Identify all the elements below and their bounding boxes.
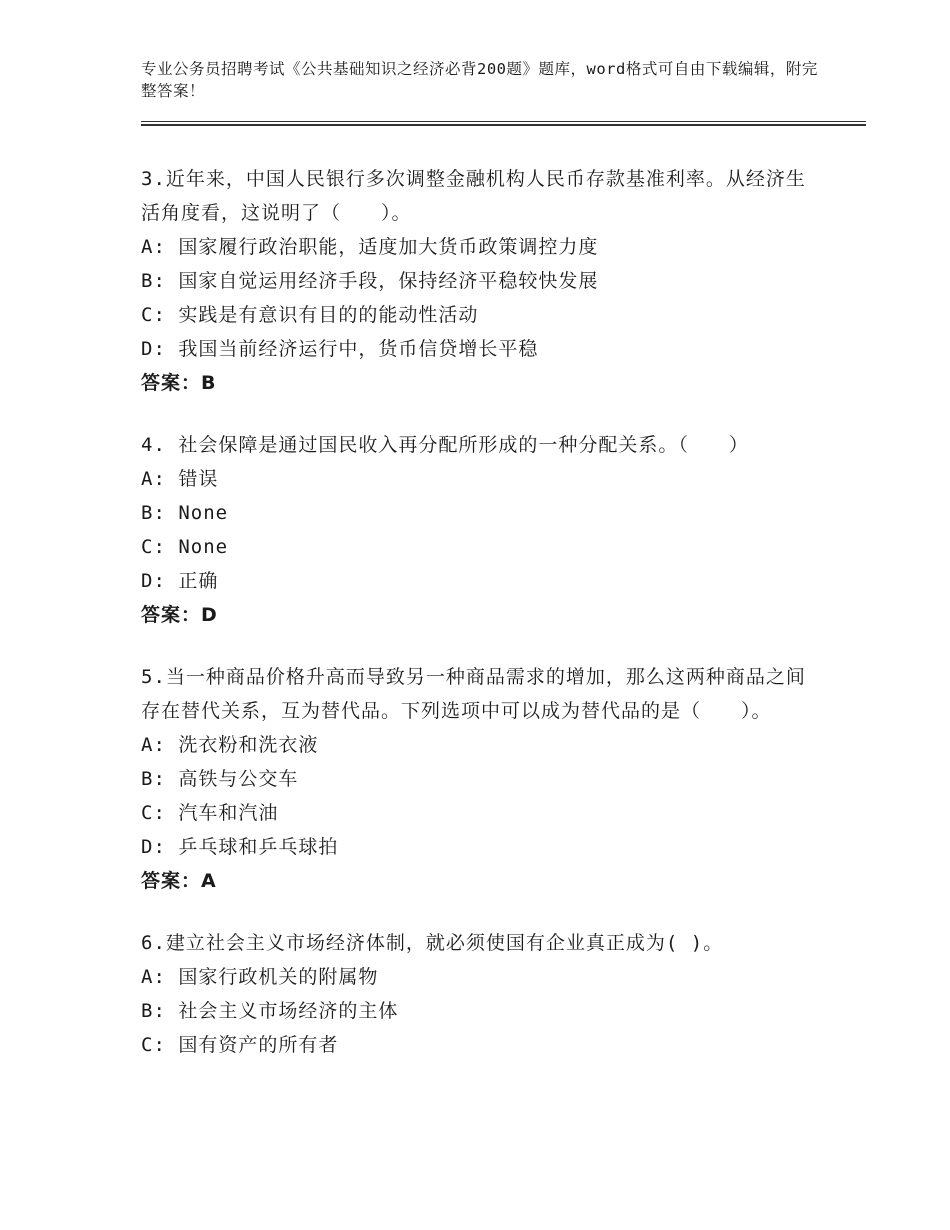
question-item	[141, 162, 821, 400]
option-text: 社会主义市场经济的主体	[178, 1000, 399, 1022]
option-label: A:	[141, 236, 179, 258]
option-d	[141, 332, 821, 366]
option-label: C:	[141, 1034, 179, 1056]
option-b	[141, 264, 821, 298]
question-item	[141, 926, 821, 1062]
option-label: B:	[141, 1000, 179, 1022]
option-a	[141, 960, 821, 994]
option-text: 汽车和汽油	[178, 802, 279, 824]
option-label: B:	[141, 502, 179, 524]
option-a	[141, 728, 821, 762]
option-text: 实践是有意识有目的的能动性活动	[178, 304, 479, 326]
option-text: 正确	[178, 570, 219, 592]
option-b	[141, 496, 821, 530]
option-d	[141, 830, 821, 864]
option-text: 错误	[178, 468, 219, 490]
question-item	[141, 428, 821, 632]
option-c	[141, 298, 821, 332]
option-c	[141, 530, 821, 564]
option-c	[141, 796, 821, 830]
answer-line: 答案：B	[141, 372, 217, 394]
option-text: None	[178, 502, 229, 524]
option-label: D:	[141, 836, 179, 858]
option-text: 国家自觉运用经济手段，保持经济平稳较快发展	[178, 270, 599, 292]
option-c	[141, 1028, 821, 1062]
option-label: B:	[141, 768, 179, 790]
option-b	[141, 762, 821, 796]
question-stem: 6.建立社会主义市场经济体制，就必须使国有企业真正成为( )。	[141, 932, 724, 954]
option-text: 国家履行政治职能，适度加大货币政策调控力度	[178, 236, 599, 258]
option-label: C:	[141, 802, 179, 824]
option-label: A:	[141, 734, 179, 756]
option-label: D:	[141, 338, 179, 360]
header-rule-thick	[141, 124, 866, 126]
option-d	[141, 564, 821, 598]
header-rule-thin	[141, 121, 866, 122]
option-text: None	[178, 536, 229, 558]
question-stem: 3.近年来，中国人民银行多次调整金融机构人民币存款基准利率。从经济生活角度看，这说明了（ ）。	[141, 168, 806, 224]
option-label: D:	[141, 570, 179, 592]
option-label: A:	[141, 468, 179, 490]
option-label: C:	[141, 304, 179, 326]
option-label: A:	[141, 966, 179, 988]
question-list	[141, 162, 821, 1090]
question-stem: 4. 社会保障是通过国民收入再分配所形成的一种分配关系。（ ）	[141, 434, 749, 456]
option-text: 我国当前经济运行中，货币信贷增长平稳	[178, 338, 539, 360]
option-a	[141, 462, 821, 496]
document-header: 专业公务员招聘考试《公共基础知识之经济必背200题》题库，word格式可自由下载编辑，附完整答案！	[141, 60, 818, 100]
option-text: 高铁与公交车	[178, 768, 299, 790]
option-label: C:	[141, 536, 179, 558]
option-text: 国有资产的所有者	[178, 1034, 339, 1056]
option-a	[141, 230, 821, 264]
answer-line: 答案：A	[141, 870, 217, 892]
option-text: 洗衣粉和洗衣液	[178, 734, 319, 756]
answer-line: 答案：D	[141, 604, 218, 626]
option-text: 乒乓球和乒乓球拍	[178, 836, 339, 858]
question-stem: 5.当一种商品价格升高而导致另一种商品需求的增加，那么这两种商品之间存在替代关系，互为替代品。下列选项中可以成为替代品的是（ ）。	[141, 666, 806, 722]
option-text: 国家行政机关的附属物	[178, 966, 379, 988]
option-b	[141, 994, 821, 1028]
option-label: B:	[141, 270, 179, 292]
question-item	[141, 660, 821, 898]
